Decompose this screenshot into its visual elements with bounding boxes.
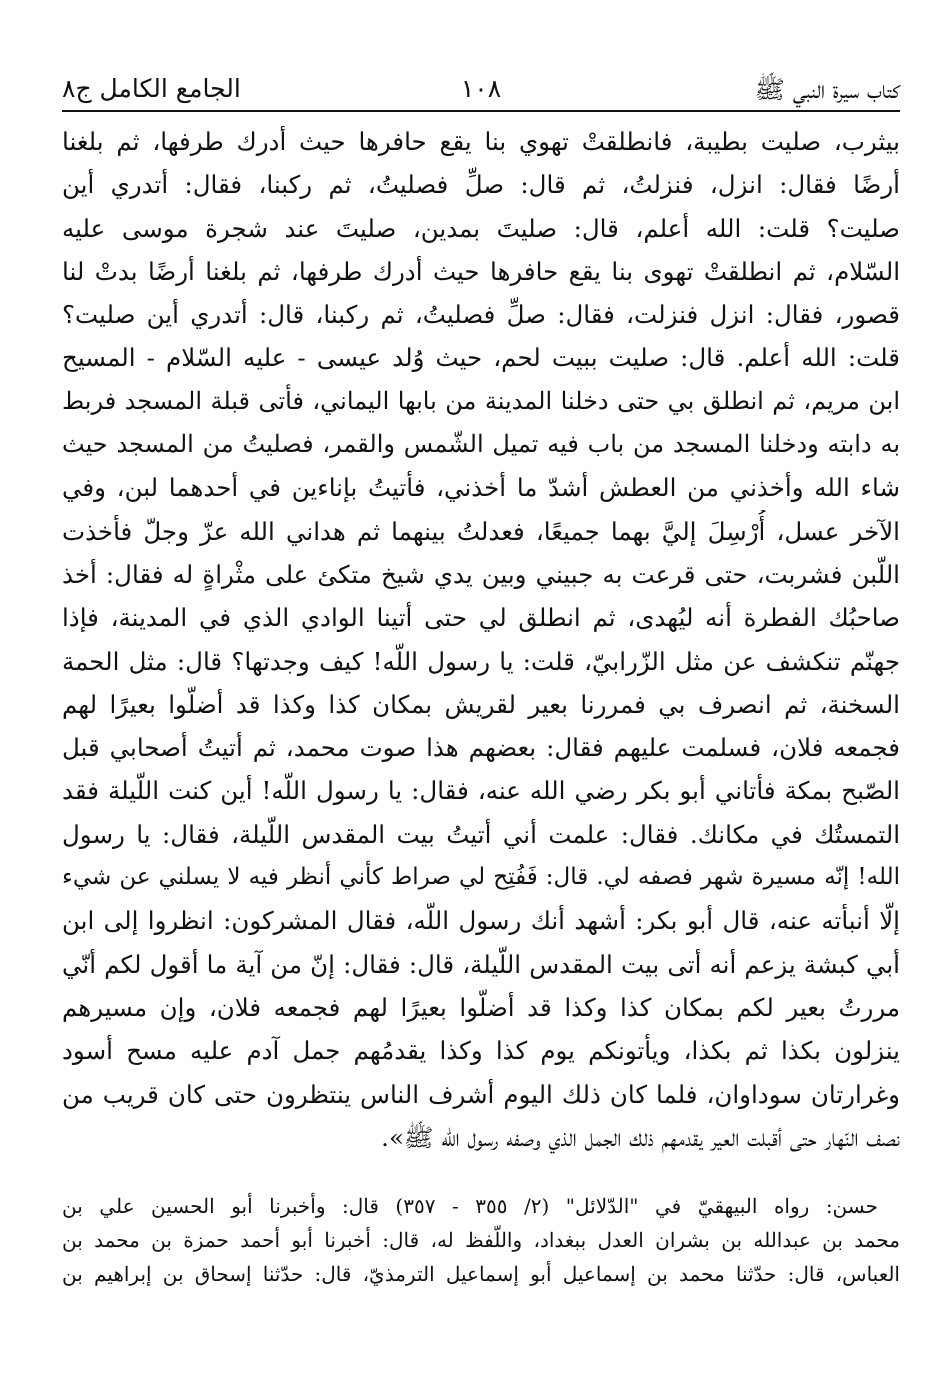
text-line: ينزلون بكذا ثم بكذا، ويأتونكم يوم كذا وكذا يقدمُهم جمل آدم عليه مسح أسود [62, 1036, 900, 1066]
text-line: أبي كبشة يزعم أنه أتى بيت المقدس اللّيلة، قال: فقال: إنّ من آية ما أقول لكم أنّي [62, 949, 900, 979]
text-line: الصّبح بمكة فأتاني أبو بكر رضي الله عنه، فقال: يا رسول اللّه! أين كنت اللّيلة فقد [62, 776, 900, 806]
footnote-line: محمد بن عبدالله بن بشران العدل ببغداد، واللّفظ له، قال: أخبرنا أبو أحمد حمزة بن محمد بن [62, 1228, 900, 1253]
text-line: أرضًا فقال: انزل، فنزلتُ، ثم قال: صلِّ فصليتُ، ثم ركبنا، فقال: أتدري أين [62, 170, 900, 200]
text-line: إلّا أنبأته عنه، قال أبو بكر: أشهد أنك رسول اللّه، فقال المشركون: انظروا إلى ابن [62, 906, 900, 936]
text-line: جهنّم تنكشف عن مثل الزّرابيّ، قلت: يا رسول اللّه! كيف وجدتها؟ قال: مثل الحمة [62, 646, 900, 676]
text-line: السّلام، ثم انطلقتْ تهوى بنا يقع حافرها حيث أدرك طرفها، ثم بلغنا أرضًا بدتْ لنا [62, 256, 900, 286]
text-line: التمستُك في مكانك. فقال: علمت أني أتيتُ بيت المقدس اللّيلة، فقال: يا رسول [62, 819, 900, 849]
footnote-line: حسن: رواه البيهقيّ في "الدّلائل" (٢/ ٣٥٥ - ٣٥٧) قال: وأخبرنا أبو الحسين علي بن [62, 1194, 878, 1219]
document-page [62, 70, 900, 1360]
text-line: شاء الله وأخذني من العطش أشدّ ما أخذني، فأتيتُ بإناءين في أحدهما لبن، وفي [62, 473, 900, 503]
text-line: بيثرب، صليت بطيبة، فانطلقتْ تهوي بنا يقع حافرها حيث أدرك طرفها، ثم بلغنا [62, 127, 900, 156]
text-line: اللّبن فشربت، حتى قرعت به جبيني وبين يدي شيخ متكئ على مثْراةٍ له فقال: أخذ [62, 559, 900, 589]
text-line: صليت؟ قلت: الله أعلم، قال: صليتَ بمدين، صليتَ عند شجرة موسى عليه [62, 213, 900, 243]
page-number: ١٠٨ [460, 74, 502, 103]
text-line: ابن مريم، ثم انطلق بي حتى دخلنا المدينة من بابها اليماني، فأتى قبلة المسجد فربط [62, 386, 900, 415]
text-line: الله! إنّه مسيرة شهر فصفه لي. قال: فَفُتِح لي صراط كأني أنظر فيه لا يسلني عن شيء [62, 864, 900, 891]
text-line: وغرارتان سوداوان، فلما كان ذلك اليوم أشرف الناس ينتظرون حتى كان قريب من [62, 1079, 900, 1109]
text-line: السخنة، ثم انصرف بي فمررنا بعير لقريش بمكان كذا وكذا قد أضلّوا بعيرًا لهم [62, 689, 900, 719]
footnote-line: العباس، قال: حدّثنا محمد بن إسماعيل أبو إسماعيل الترمذيّ، قال: حدّثنا إسحاق بن إبراهيم بن [62, 1262, 900, 1287]
main-text [62, 120, 900, 1159]
footnote-section [62, 1189, 900, 1291]
volume-title: الجامع الكامل ج٨ [62, 74, 241, 103]
text-line: قلت: الله أعلم. قال: صليت ببيت لحم، حيث وُلد عيسى - عليه السّلام - المسيح [62, 343, 900, 373]
text-line: قصور، فقال: انزل فنزلت، فقال: صلِّ فصليتُ، ثم ركبنا، قال: أتدري أين صليت؟ [62, 300, 900, 330]
text-line: مررتُ بعير لكم بمكان كذا وكذا قد أضلّوا بعيرًا لهم فجمعه فلان، وإن مسيرهم [62, 992, 900, 1022]
text-line: به دابته ودخلنا المسجد من باب فيه تميل الشّمس والقمر، فصليتُ من المسجد حيث [62, 430, 900, 459]
book-title: كتاب سيرة النبي ﷺ [754, 75, 900, 104]
text-line: صاحبُك الفطرة أنه ليُهدى، ثم انطلق لي حتى أتينا الوادي الذي في المدينة، فإذا [62, 603, 900, 633]
page-header [62, 70, 900, 112]
text-line: نصف النّهار حتى أقبلت العير يقدمهم ذلك الجمل الذي وصفه رسول الله ﷺ». [381, 1122, 900, 1152]
text-line: فجمعه فلان، فسلمت عليهم فقال: بعضهم هذا صوت محمد، ثم أتيتُ أصحابي قبل [62, 733, 900, 763]
text-line: الآخر عسل، أُرْسِلَ إليَّ بهما جميعًا، فعدلتُ بينهما ثم هداني الله عزّ وجلّ فأخذت [62, 516, 900, 546]
